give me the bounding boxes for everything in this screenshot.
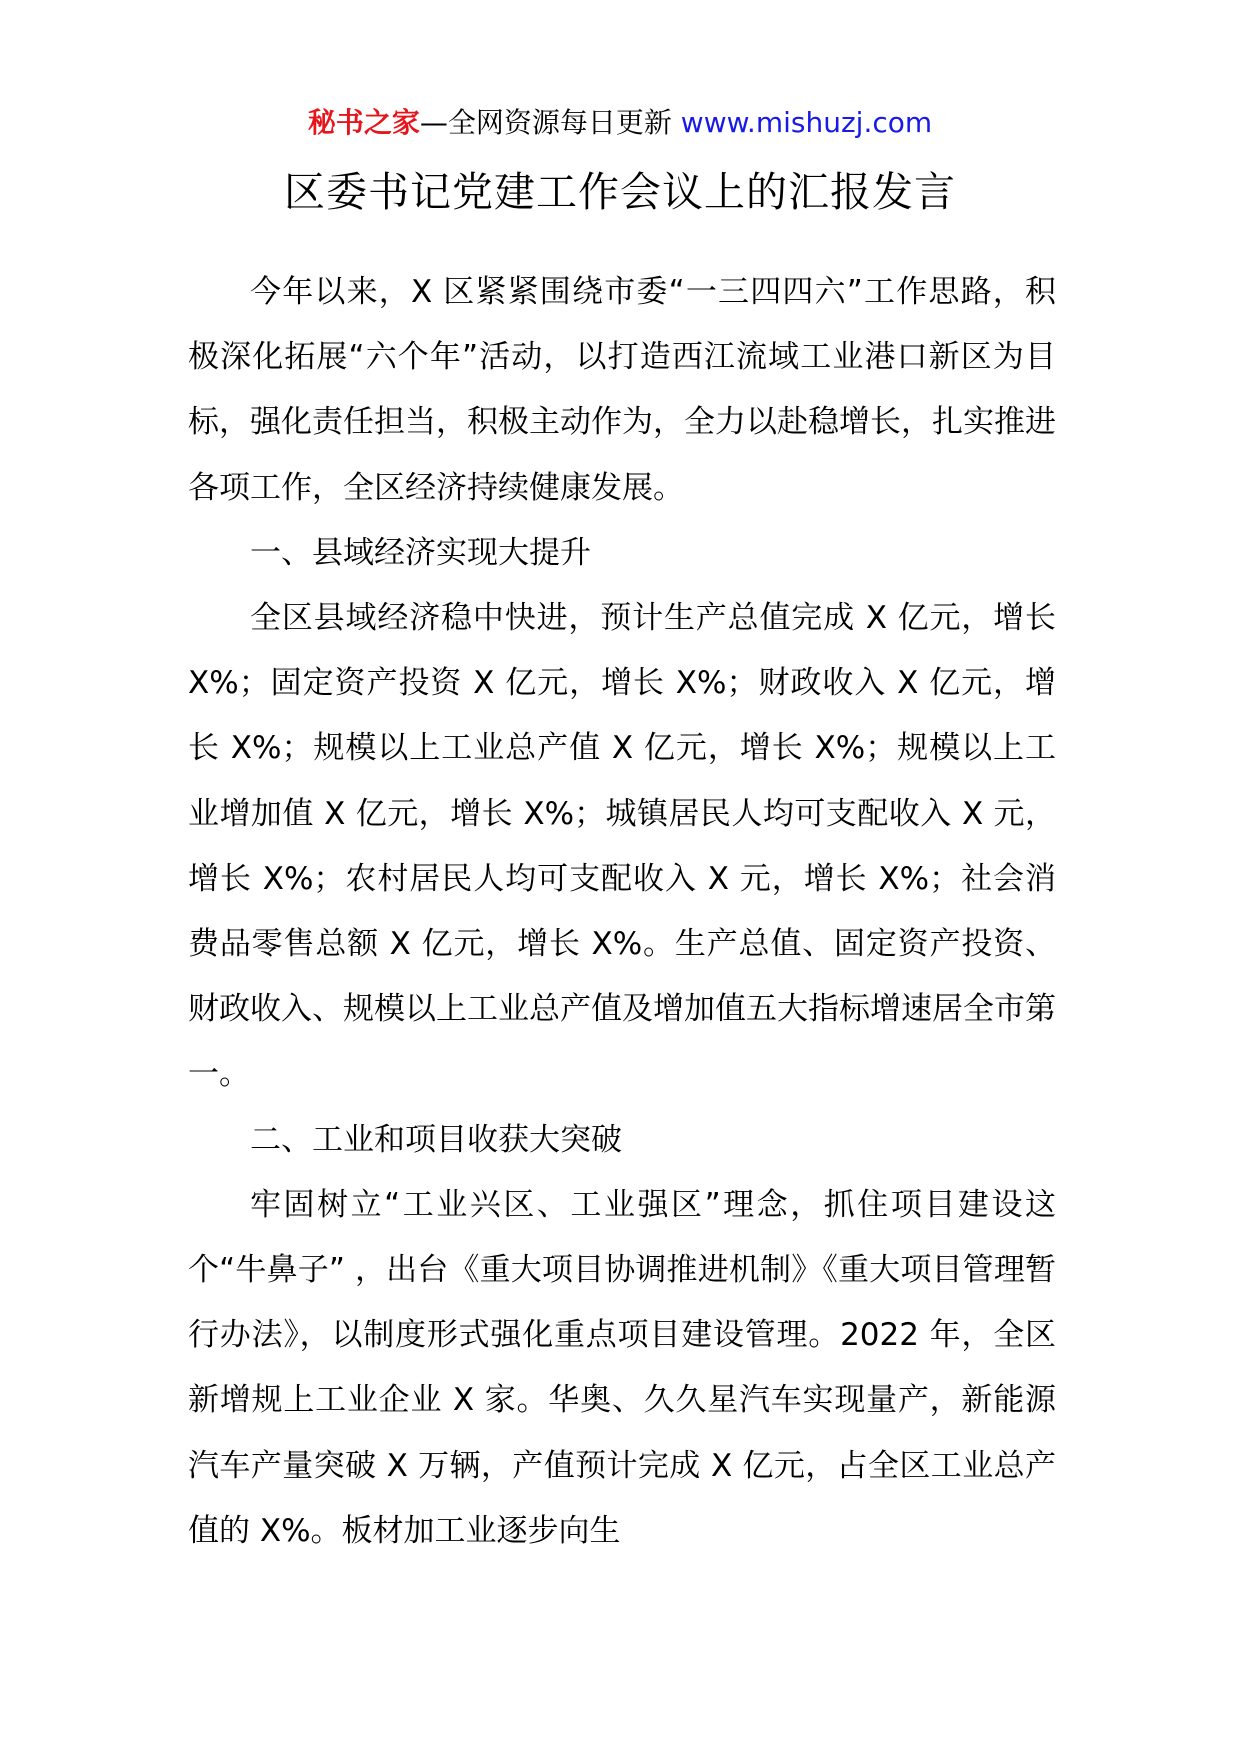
intro-paragraph: 今年以来，X 区紧紧围绕市委“一三四四六”工作思路，积极深化拓展“六个年”活动，以打造西江流域工业港口新区为目标，强化责任担当，积极主动作为，全力以赴稳增长，扎实推进各项工作，全区经济持续健康发展。 [188,274,1056,506]
section-heading-2: 二、工业和项目收获大突破 [250,1121,622,1158]
site-header [0,103,1240,143]
section-2-paragraph: 牢固树立“工业兴区、工业强区”理念，抓住项目建设这个“牛鼻子” ，出台《重大项目协调推进机制》《重大项目管理暂行办法》，以制度形式强化重点项目建设管理。2022 年，全区新增规上工业企业 X 家。华奥、久久星汽车实现量产，新能源汽车产量突破 X 万辆，产值预计完成 X 亿元，占全区工业总产值的 X%。板材加工业逐步向生 [188,1186,1056,1549]
site-url-link[interactable]: www.mishuzj.com [680,106,933,139]
header-slogan: —全网资源每日更新 [419,106,672,139]
document-body [188,260,1056,1564]
section-1-paragraph: 全区县域经济稳中快进，预计生产总值完成 X 亿元，增长 X%；固定资产投资 X 亿元，增长 X%；财政收入 X 亿元，增长 X%；规模以上工业总产值 X 亿元，增长 X%；规模以上工业增加值 X 亿元，增长 X%；城镇居民人均可支配收入 X 元，增长 X%；农村居民人均可支配收入 X 元，增长 X%；社会消费品零售总额 X 亿元，增长 X%。生产总值、固定资产投资、财政收入、规模以上工业总产值及增加值五大指标增速居全市第一。 [188,600,1056,1093]
document-title: 区委书记党建工作会议上的汇报发言 [284,168,956,216]
brand-name: 秘书之家 [307,106,420,139]
section-heading-1: 一、县域经济实现大提升 [250,534,591,571]
